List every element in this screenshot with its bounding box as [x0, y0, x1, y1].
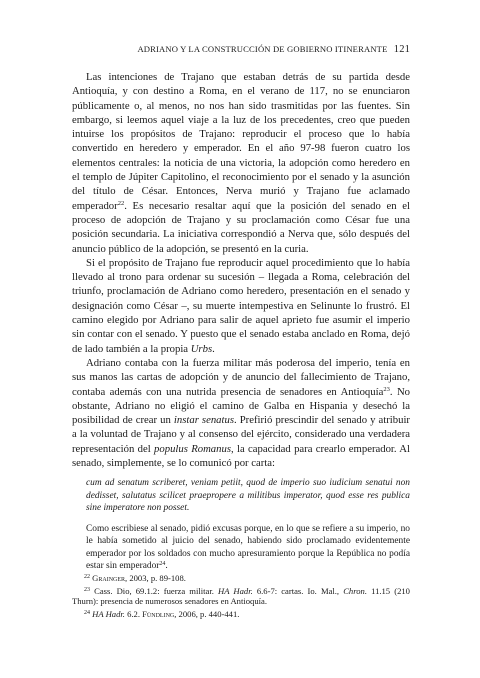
paragraph-3-text-b: . No obstante, Adriano no eligió el camino de Galba en Hispania y desechó la posibilidad de crear un [72, 385, 410, 427]
paragraph-3-text-d: , la capacidad para crearlo emperador. Al senado, simplemente, se lo comunicó por carta: [72, 442, 410, 470]
paragraph-1-text-b: . Es necesario resaltar aquí que la posición del senado en el proceso de adopción de Trajano y su proclamación como César fue una posición secundaria. La iniciativa correspondió a Nerva que, sólo después del anuncio público de la adopción, se presentó en la curia. [72, 199, 410, 255]
footnote-22-number: 22 [84, 574, 90, 580]
footnote-24-author: Fündling [142, 608, 175, 619]
footnote-23-italic-1: HA Hadr. [217, 585, 253, 596]
footnote-23-text-a: Cass. Dio, 69.1.2: fuerza militar. [94, 585, 218, 596]
paragraph-1-text-a: Las intenciones de Trajano que estaban detrás de su partida desde Antioquía, y con destino a Roma, en el verano de 117, no se enunciaron públicamente o, al menos, no nos han sido trasmitidas por las fuentes. Sin embargo, si leemos aquel viaje a la luz de los precedentes, creo que pueden intuirse los propósitos de Trajano: reproducir el proceso que lo había convertido en heredero y emperador. En el año 97-98 fueron cuatro los elementos centrales: la noticia de una victoria, la adopción como heredero en el templo de Júpiter Capitolino, el reconocimiento por el senado y la asunción del título de César. Entonces, Nerva murió y Trajano fue aclamado emperador [72, 71, 410, 212]
paragraph-3-text-c: . Prefirió prescindir del senado y atribuir a la voluntad de Trajano y al consenso del ejército, considerado una verdadera representación del [72, 414, 410, 455]
running-title: ADRIANO Y LA CONSTRUCCIÓN DE GOBIERNO ITINERANTE [137, 44, 388, 54]
running-head [72, 44, 410, 55]
footnote-23-text-c: 11.15 (210 Thurn): presencia de numerosos senadores en Antioquía. [72, 585, 410, 607]
footnote-24-number: 24 [84, 609, 90, 616]
footnote-23-text-b: 6.6-7: cartas. Io. Mal., [252, 585, 344, 596]
footnote-ref-24[interactable]: 24 [159, 561, 166, 568]
footnotes [72, 573, 410, 621]
latin-quote: cum ad senatum scriberet, veniam petiit, quod de imperio suo iudicium senatui non dedisset, salutatus scilicet praeproperе a militibus imperator, quod esse res publica sine imperatore non posset. [86, 478, 410, 514]
footnote-ref-23[interactable]: 23 [383, 385, 390, 393]
translation-text: Como escribiese al senado, pidió excusas porque, en lo que se refiere a su imperio, no le había sometido al juicio del senado, habiendo sido proclamado evidentemente emperador por los soldados con mucho apresuramiento porque la República no podía estar sin emperador [86, 523, 410, 572]
paragraph-2-text-a: Si el propósito de Trajano fue reproducir aquel procedimiento que lo había llevado al trono para ordenar su sucesión – llegada a Roma, celebración del triunfo, proclamación de Adriano como heredero, presentación en el senado y designación como César –, su muerte intempestiva en Selinunte lo frustró. El camino elegido por Adriano para salir de aquel aprieto fue asumir el imperio sin contar con el senado. Y puesto que el senado estaba anclado en Roma, dejó de lado también a la propia [72, 256, 410, 355]
footnote-22-author: Grainger [92, 573, 126, 583]
page-number: 121 [393, 44, 410, 55]
quote-translation [86, 523, 410, 573]
footnote-22-rest: , 2003, p. 89-108. [125, 573, 186, 583]
footnote-23 [72, 586, 410, 607]
footnote-ref-22[interactable]: 22 [117, 199, 125, 207]
footnote-24-text-b: , 2006, p. 440-441. [174, 608, 240, 619]
translation-end: . [165, 561, 168, 572]
footnote-22 [72, 573, 410, 584]
footnote-23-italic-2: Chron. [343, 585, 367, 596]
footnote-24 [72, 609, 410, 620]
paragraph-2 [72, 256, 410, 356]
paragraph-3-italic-2: populus Romanus [154, 442, 231, 455]
paragraph-1 [72, 70, 410, 256]
paragraph-3-text-a: Adriano contaba con la fuerza militar más poderosa del imperio, tenía en sus manos las cartas de adopción y de anuncio del fallecimiento de Trajano, contaba además con una nutrida presencia de senadores en Antioquía [72, 356, 410, 398]
footnote-24-text-a: 6.2. [124, 608, 143, 619]
paragraph-2-italic: Urbs [190, 342, 213, 355]
footnote-24-italic: HA Hadr. [92, 608, 125, 619]
paragraph-2-text-b: . [212, 342, 215, 355]
paragraph-3 [72, 356, 410, 470]
main-text [72, 70, 410, 573]
paragraph-3-italic-1: instar senatus [173, 414, 234, 427]
footnote-23-number: 23 [84, 586, 90, 593]
